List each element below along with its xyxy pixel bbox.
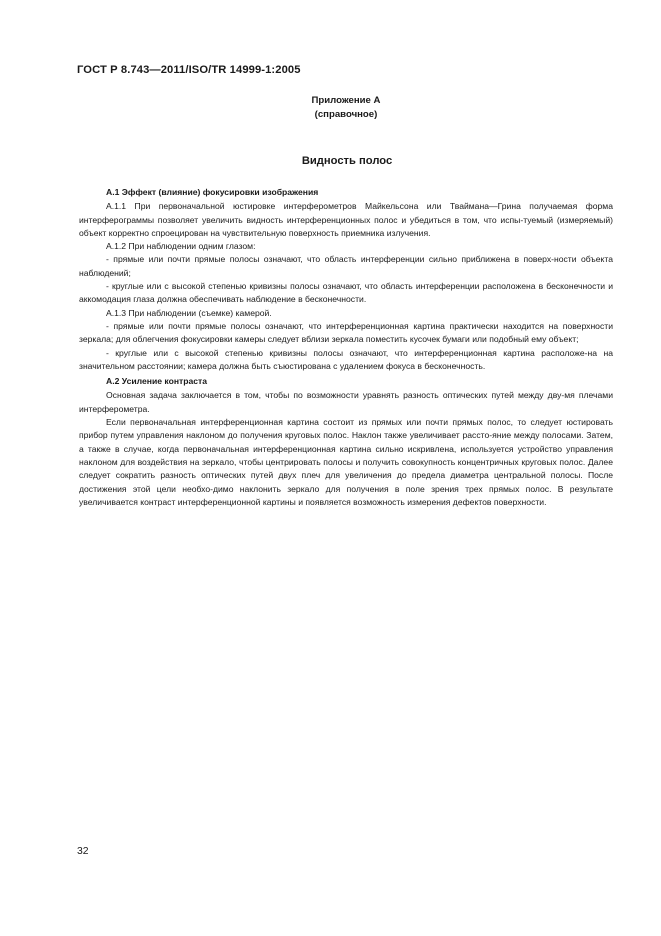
page-number: 32 — [77, 846, 89, 857]
section-title: Видность полос — [301, 155, 393, 167]
paragraph-a2-main-task: Основная задача заключается в том, чтобы по возможности уравнять разность оптических путей между дву-мя плечами интерферометра. — [79, 390, 613, 414]
appendix-subtitle: (справочное) — [314, 109, 378, 120]
list-item-straight-fringes-camera: - прямые или почти прямые полосы означают, что интерференционная картина практически находится на поверхности зеркала; для облегчения фокусировки камеры следует вблизи зеркала поместить кусочек бумаги или подобный ему объект; — [79, 320, 613, 345]
subsection-heading-a1: А.1 Эффект (влияние) фокусировки изображения — [106, 187, 319, 197]
list-item-straight-fringes-eye: - прямые или почти прямые полосы означают, что область интерференции сильно приближена в поверх-ности объекта наблюдений; — [79, 254, 613, 278]
paragraph-a1-1: А.1.1 При первоначальной юстировке интерферометров Майкельсона или Тваймана—Грина получаемая форма интерферограммы позволяет увеличить видность интерференционных полос и убедиться в том, что испы-туемый (измеряемый) объект корректно спроецирован на чувствительную поверхность приемника излучения. — [79, 201, 613, 238]
appendix-label — [270, 94, 422, 122]
paragraph-a2-procedure: Если первоначальная интерференционная картина состоит из прямых или почти прямых полос, то следует юстировать прибор путем управления наклоном до получения круговых полос. Наклон также увеличивает рассто-яние между полосами. Затем, а также в случае, когда первоначальная интерференционная картина сильно искривлена, используется устройство управления наклоном для воздействия на зеркало, чтобы центрировать полосы и получить совокупность концентричных круговых полос. Далее следует сократить разность оптических путей двух плеч для увеличения до предела диаметра центральной полосы. После достижения этой цели необхо-димо наклонить зеркало для получения в поле зрения трех прямых полос. В результате увеличивается контраст интерференционной картины и появляется возможность измерения дефектов поверхности. — [79, 417, 613, 507]
list-item-curved-fringes-eye: - круглые или с высокой степенью кривизны полосы означают, что область интерференции расположена в бесконечности и аккомодация глаза должна обеспечивать наблюдение в бесконечности. — [79, 281, 613, 305]
appendix-title: Приложение А — [311, 95, 381, 106]
paragraph-a1-2: А.1.2 При наблюдении одним глазом: — [106, 241, 256, 252]
paragraph-a1-3: А.1.3 При наблюдении (съемке) камерой. — [106, 307, 272, 318]
document-header: ГОСТ Р 8.743—2011/ISO/TR 14999-1:2005 — [77, 64, 301, 76]
subsection-heading-a2: А.2 Усиление контраста — [106, 376, 208, 387]
list-item-curved-fringes-camera: - круглые или с высокой степенью кривизны полосы означают, что интерференционная картина расположе-на на значительном расстоянии; камера должна быть съюстирована с удалением фокуса в бесконечность. — [79, 347, 613, 371]
body-text — [79, 186, 613, 509]
